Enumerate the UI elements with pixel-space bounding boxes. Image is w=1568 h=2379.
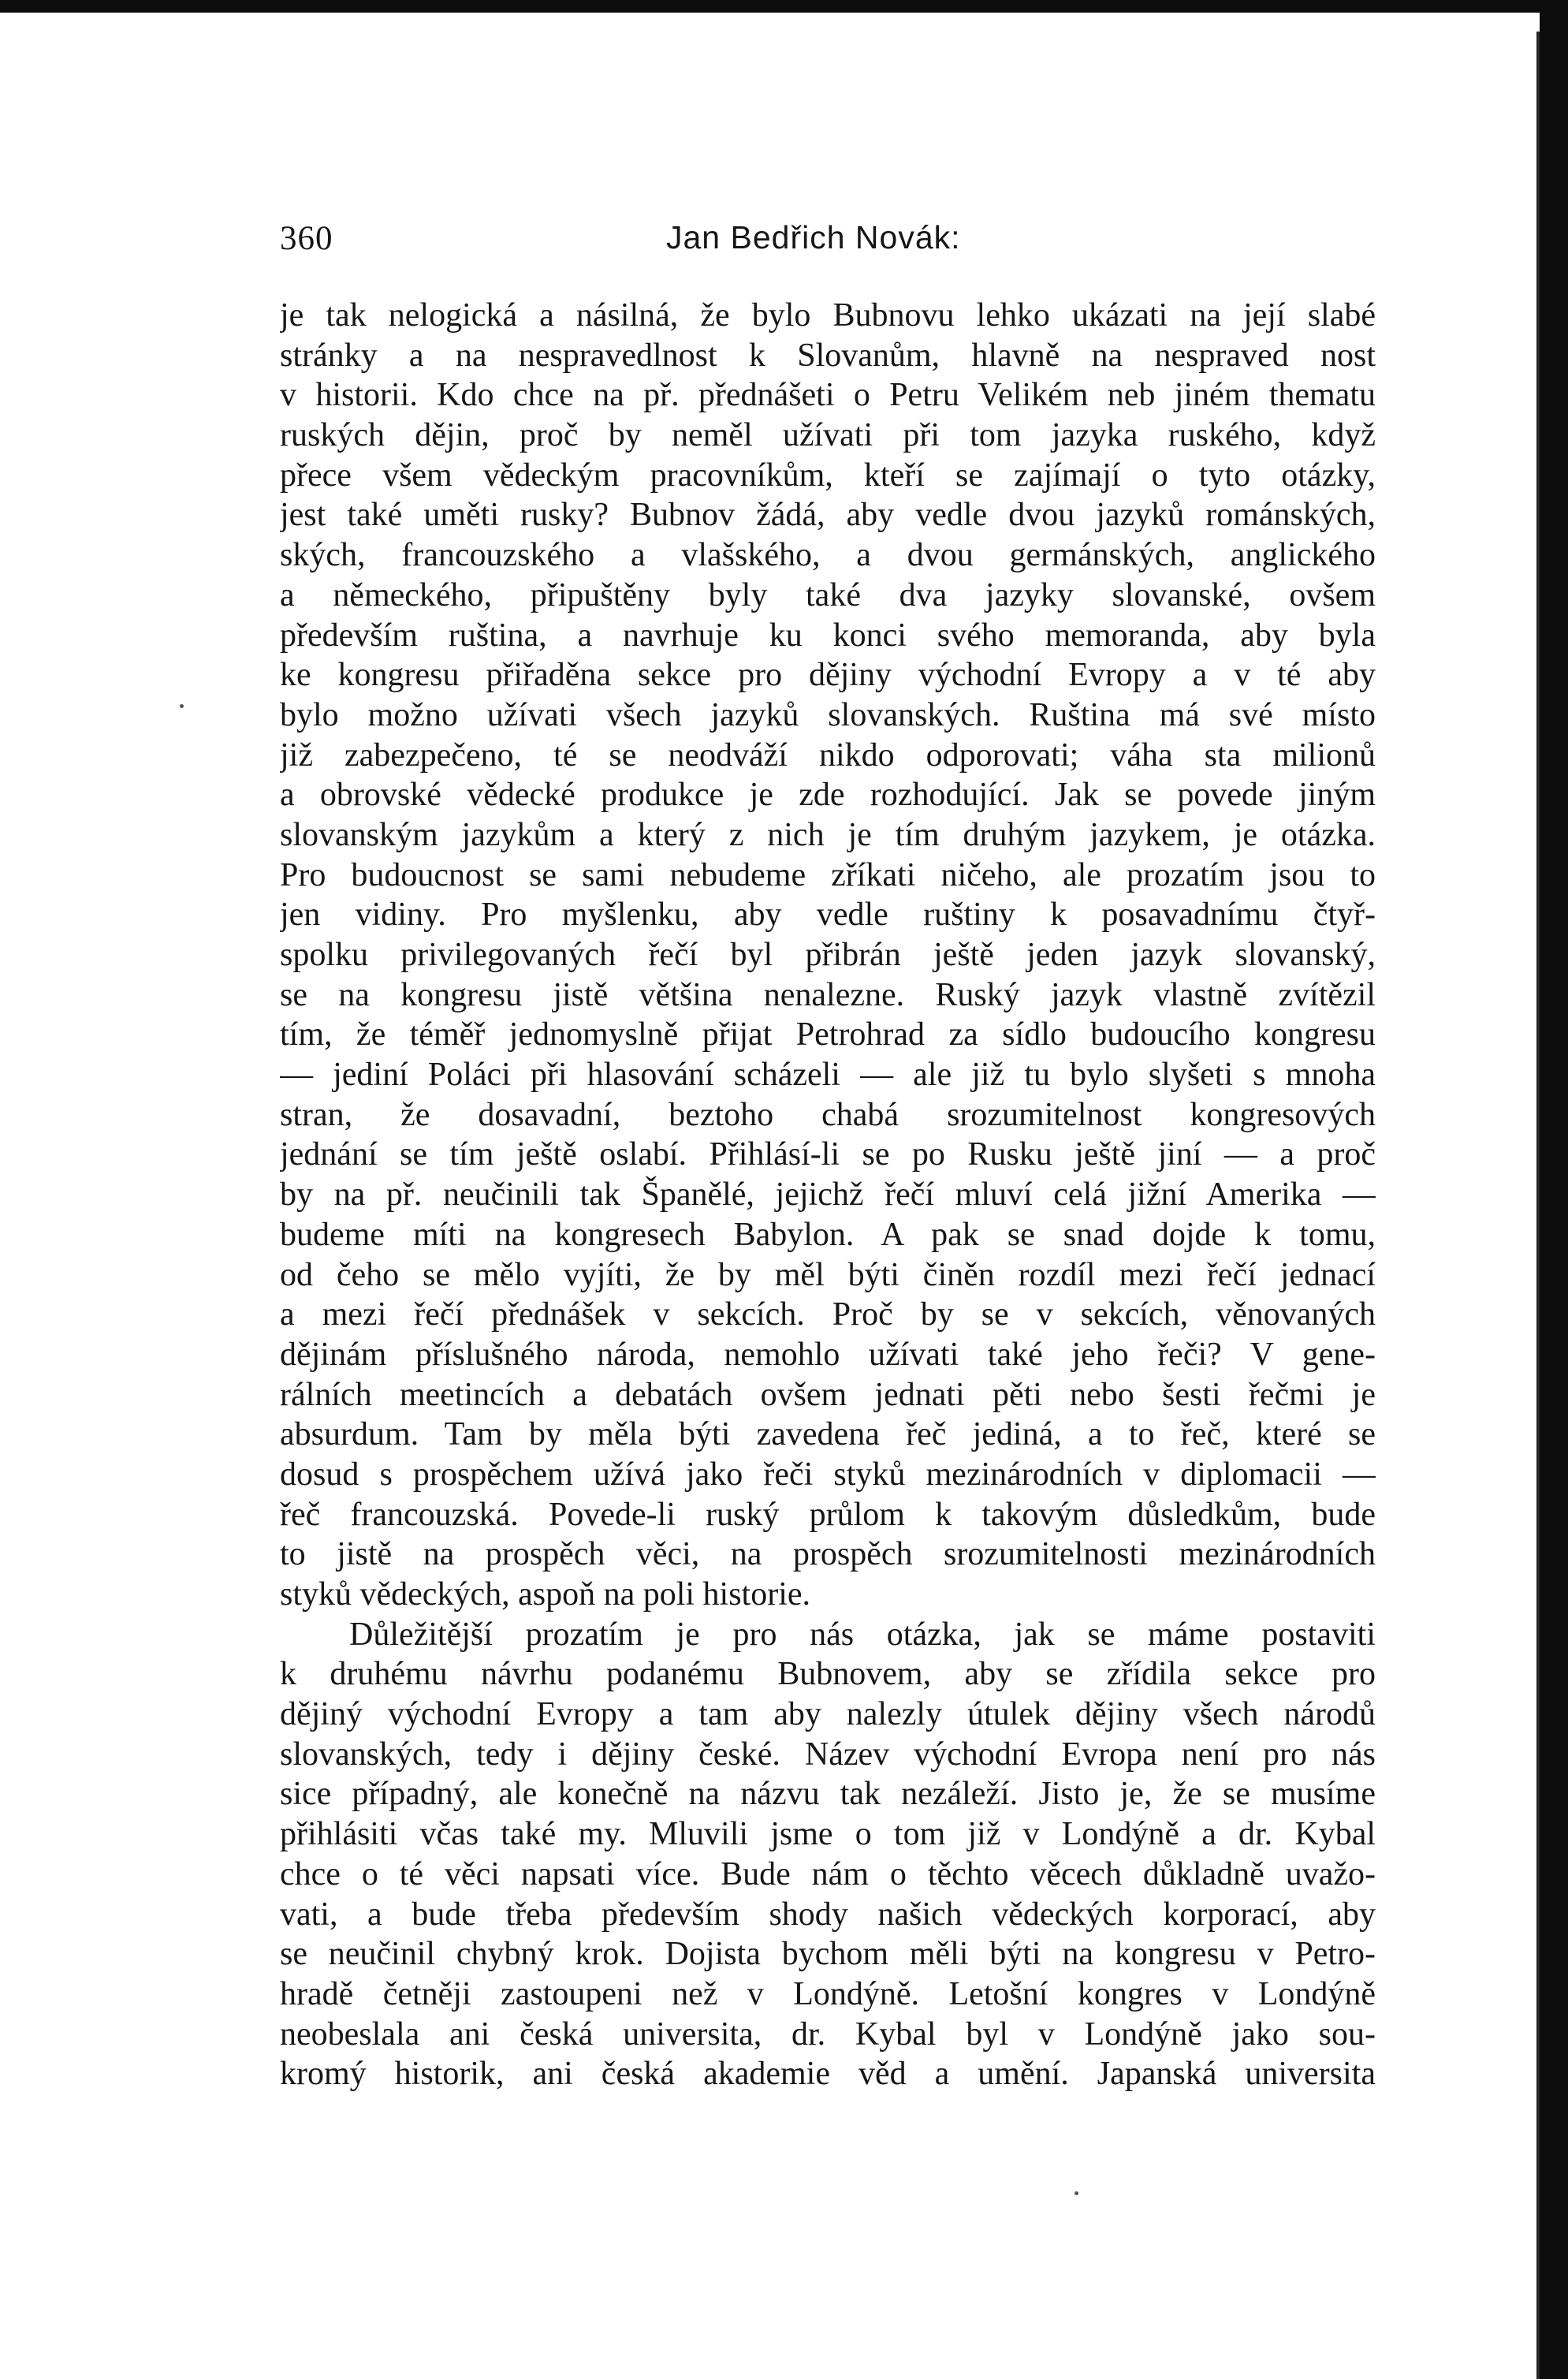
text-line: k druhému návrhu podanému Bubnovem, aby se zřídila sekce pro [280, 1656, 1376, 1693]
text-line: již zabezpečeno, té se neodváží nikdo odporovati; váha sta milionů [280, 736, 1376, 774]
text-line: spolku privilegovaných řečí byl přibrán ještě jeden jazyk slovanský, [280, 937, 1376, 973]
text-line: jednání se tím ještě oslabí. Přihlásí-li se po Rusku ještě jiní — a proč [280, 1136, 1376, 1173]
text-line: a německého, připuštěny byly také dva jazyky slovanské, ovšem [280, 576, 1376, 613]
text-line: ke kongresu přiřaděna sekce pro dějiny východní Evropy a v té aby [280, 657, 1376, 694]
text-line: dějinám příslušného národa, nemohlo užívati také jeho řeči? V gene- [280, 1336, 1376, 1373]
text-line: jest také uměti rusky? Bubnov žádá, aby vedle dvou jazyků románských, [280, 497, 1376, 534]
text-line: od čeho se mělo vyjíti, že by měl býti činěn rozdíl mezi řečí jednací [280, 1256, 1376, 1293]
text-line: sice případný, ale konečně na názvu tak nezáleží. Jisto je, že se musíme [280, 1776, 1376, 1813]
text-line: neobeslala ani česká universita, dr. Kybal byl v Londýně jako sou- [280, 2015, 1376, 2053]
scan-right-border [1540, 0, 1568, 2379]
text-line: to jistě na prospěch věci, na prospěch srozumitelnosti mezinárodních [280, 1536, 1376, 1573]
text-line: se na kongresu jistě většina nenalezne. Ruský jazyk vlastně zvítězil [280, 976, 1376, 1013]
text-line: slovanských, tedy i dějiny české. Název východní Evropa není pro nás [280, 1736, 1376, 1773]
text-line: ských, francouzského a vlašského, a dvou germánských, anglického [280, 537, 1376, 574]
page-body [280, 296, 1376, 2094]
text-line: především ruština, a navrhuje ku konci svého memoranda, aby byla [280, 617, 1376, 654]
text-line: jen vidiny. Pro myšlenku, aby vedle ruštiny k posavadnímu čtyř- [280, 897, 1376, 934]
scan-right-edge-line [1536, 32, 1540, 2379]
text-line: absurdum. Tam by měla býti zavedena řeč jediná, a to řeč, které se [280, 1416, 1376, 1453]
text-line: vati, a bude třeba především shody našich vědeckých korporací, aby [280, 1896, 1376, 1933]
scan-top-border [0, 0, 1568, 13]
text-line: — jediní Poláci při hlasování scházeli — ale již tu bylo slyšeti s mnoha [280, 1057, 1376, 1094]
text-line: tím, že téměř jednomyslně přijat Petrohrad za sídlo budoucího kongresu [280, 1016, 1376, 1053]
text-line: přece všem vědeckým pracovníkům, kteří se zajímají o tyto otázky, [280, 457, 1376, 494]
page-number: 360 [280, 220, 333, 257]
paragraph-first-line: Důležitější prozatím je pro nás otázka, jak se máme postaviti [349, 1616, 1376, 1653]
text-line: budeme míti na kongresech Babylon. A pak se snad dojde k tomu, [280, 1216, 1376, 1253]
text-line: přihlásiti včas také my. Mluvili jsme o tom již v Londýně a dr. Kybal [280, 1816, 1376, 1853]
text-line: hradě četněji zastoupeni než v Londýně. Letošní kongres v Londýně [280, 1975, 1376, 2012]
text-line: kromý historik, ani česká akademie věd a umění. Japanská universita [280, 2056, 1376, 2093]
text-line: bylo možno užívati všech jazyků slovanských. Ruština má své místo [280, 696, 1376, 733]
scan-speck [1075, 2191, 1078, 2195]
text-line: stran, že dosavadní, beztoho chabá srozumitelnost kongresových [280, 1096, 1376, 1133]
running-head: Jan Bedřich Novák: [666, 219, 961, 255]
text-line: řeč francouzská. Povede-li ruský průlom k takovým důsledkům, bude [280, 1496, 1376, 1533]
text-line: v historii. Kdo chce na př. přednášeti o Petru Velikém neb jiném thematu [280, 377, 1376, 414]
text-line: rálních meetincích a debatách ovšem jednati pěti nebo šesti řečmi je [280, 1376, 1376, 1413]
text-line: ruských dějin, proč by neměl užívati při tom jazyka ruského, když [280, 417, 1376, 454]
text-line: dosud s prospěchem užívá jako řeči styků mezinárodních v diplomacii — [280, 1456, 1376, 1493]
text-line: by na př. neučinili tak Španělé, jejichž řečí mluví celá jižní Amerika — [280, 1176, 1376, 1214]
text-line: slovanským jazykům a který z nich je tím druhým jazykem, je otázka. [280, 816, 1376, 853]
scan-speck [180, 704, 184, 708]
text-line: Pro budoucnost se sami nebudeme zříkati ničeho, ale prozatím jsou to [280, 856, 1376, 893]
paragraph-last-line: styků vědeckých, aspoň na poli historie. [280, 1576, 811, 1613]
text-line: dějiný východní Evropy a tam aby nalezly útulek dějiny všech národů [280, 1696, 1376, 1733]
text-line: stránky a na nespravedlnost k Slovanům, hlavně na nespraved nost [280, 337, 1376, 374]
text-line: a mezi řečí přednášek v sekcích. Proč by se v sekcích, věnovaných [280, 1296, 1376, 1333]
text-line: je tak nelogická a násilná, že bylo Bubnovu lehko ukázati na její slabé [280, 297, 1376, 334]
text-line: chce o té věci napsati více. Bude nám o těchto věcech důkladně uvažo- [280, 1855, 1376, 1892]
text-line: se neučinil chybný krok. Dojista bychom měli býti na kongresu v Petro- [280, 1936, 1376, 1973]
text-line: a obrovské vědecké produkce je zde rozhodující. Jak se povede jiným [280, 777, 1376, 814]
